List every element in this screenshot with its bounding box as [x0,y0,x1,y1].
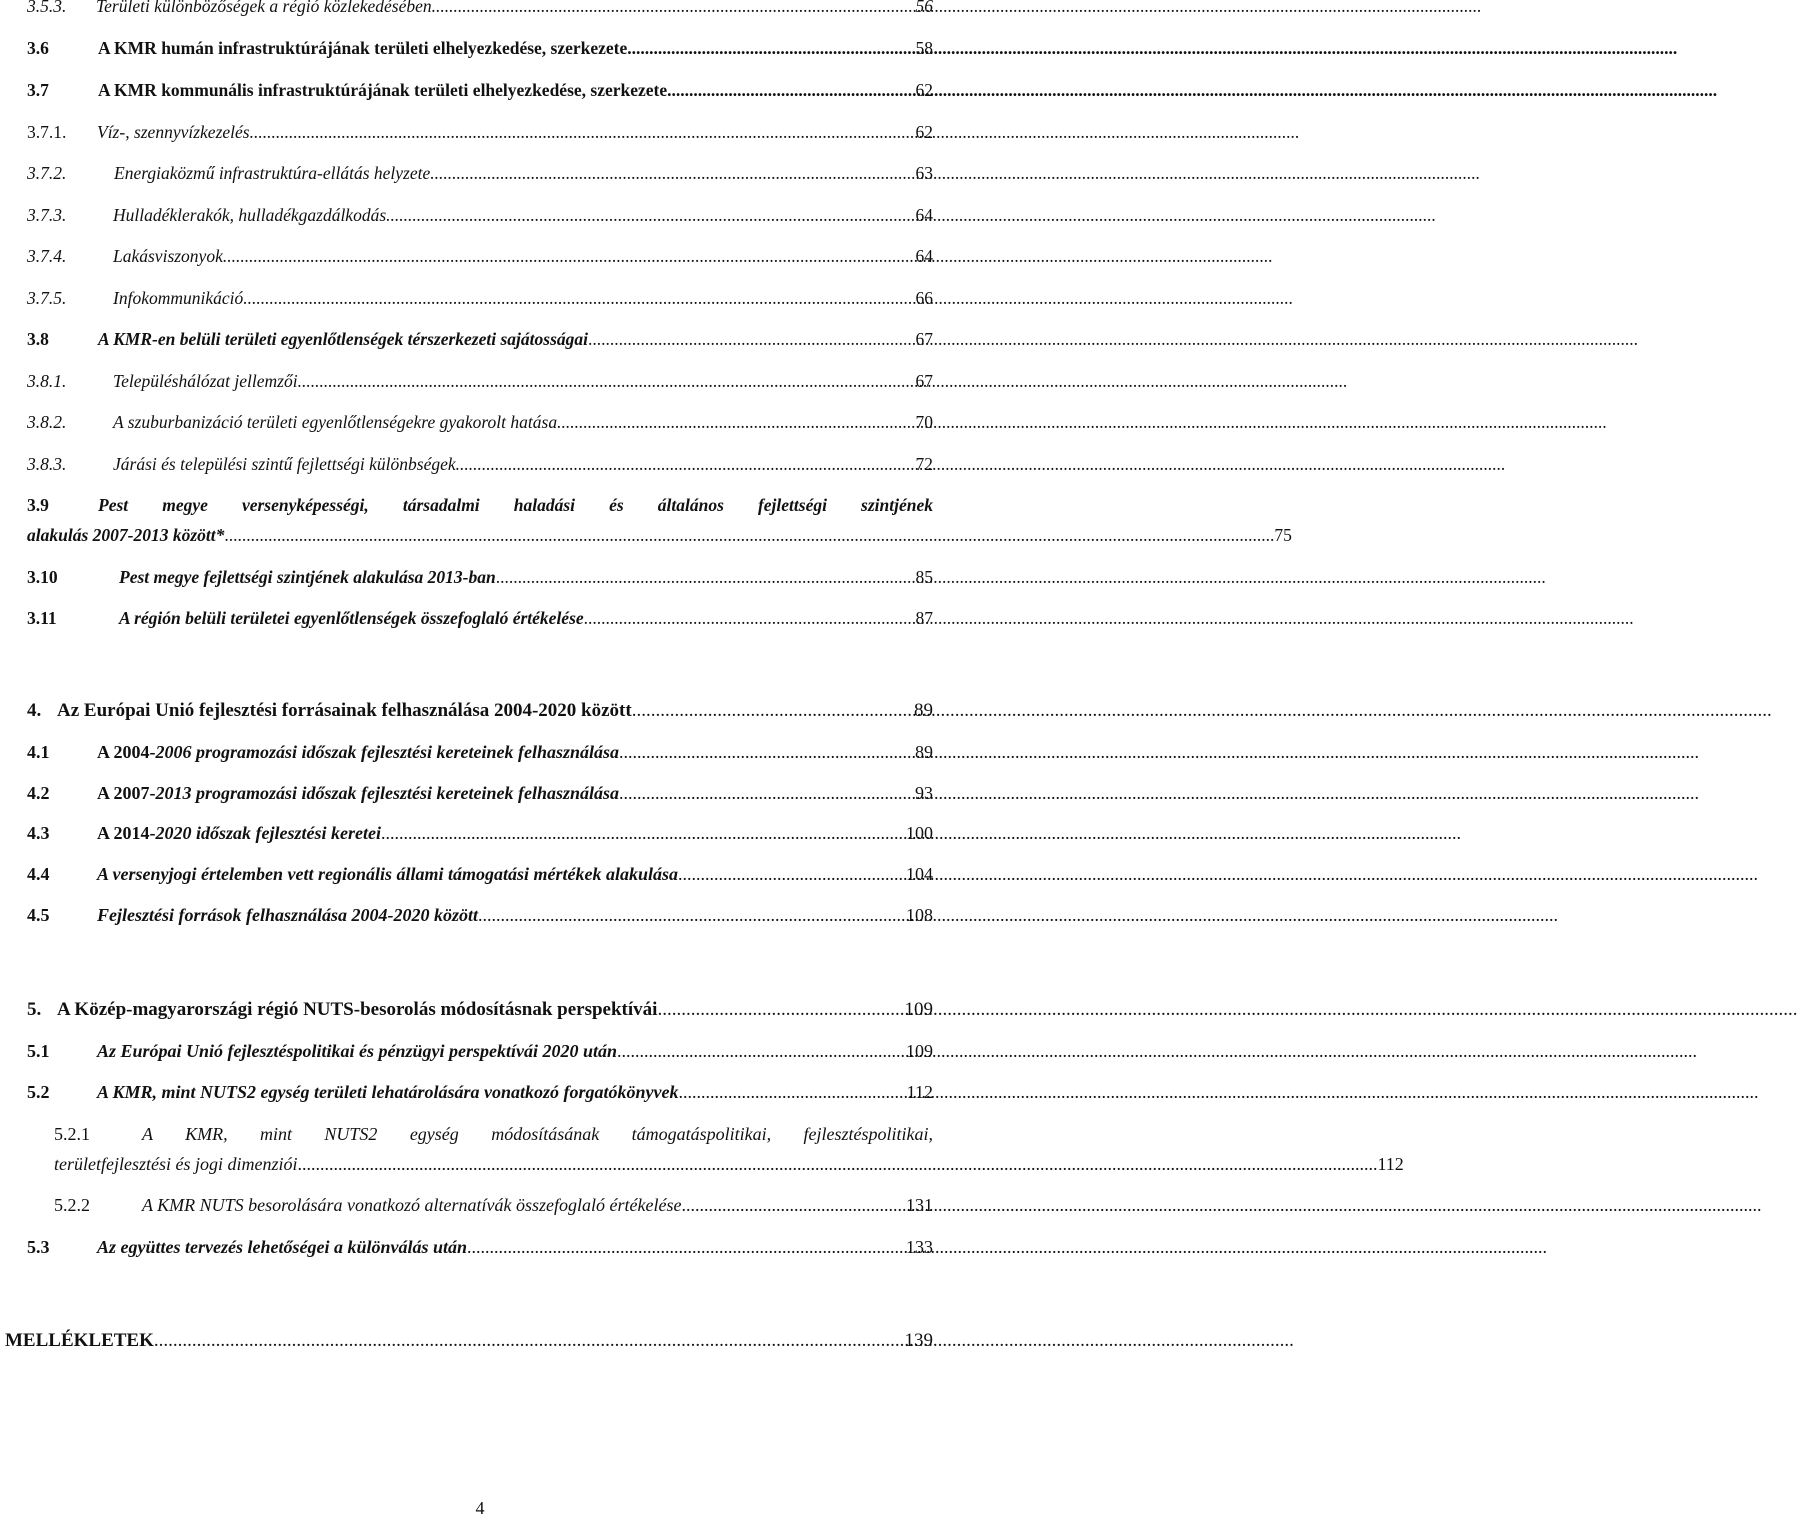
toc-leader-dots [430,162,914,184]
toc-leader-dots [679,1081,906,1103]
toc-entry-page: 139 [904,1330,933,1351]
toc-entry-number: 5.2 [27,1082,50,1102]
toc-entry-title-line-1 [54,1119,933,1149]
toc-entry-title-part-2: 2006 programozási időszak fejlesztési kereteinek felhasználása [155,742,620,762]
toc-entry-3-10[interactable] [27,566,933,588]
toc-entry-page: 133 [906,1237,933,1257]
toc-entry-number: 3.8.2. [27,412,67,432]
toc-entry-title: Pest megye fejlettségi szintjének alakulása 2013-ban [119,567,496,587]
toc-entry-number: 3.9 [27,495,49,515]
toc-entry-title: A versenyjogi értelemben vett regionális állami támogatási mértékek alakulása [97,864,678,884]
page-number: 4 [475,1498,485,1518]
toc-entry-title: Területi különbözőségek a régió közlekedésében [96,0,432,16]
toc-entry-title: A KMR-en belüli területi egyenlőtlenségek térszerkezeti sajátosságai [98,329,588,349]
toc-entry-page: 64 [915,246,933,266]
toc-entry-3-11[interactable] [27,607,933,629]
toc-entry-title-part-2: 2013 programozási időszak fejlesztési kereteinek felhasználása [155,783,620,803]
toc-entry-page: 109 [906,1041,933,1061]
toc-entry-title: Járási és települési szintű fejlettségi különbségek [113,454,456,474]
toc-entry-4-1[interactable] [27,741,933,763]
toc-leader-dots [681,1194,905,1216]
toc-leader-dots [619,741,914,763]
toc-leader-dots [678,863,905,885]
toc-entry-title: A KMR humán infrastruktúrájának területi elhelyezkedése, szerkezete [98,38,628,58]
toc-entry-number: 4.5 [27,905,50,925]
toc-entry-title: Víz-, szennyvízkezelés [97,122,250,142]
toc-entry-page: 62 [915,80,933,100]
toc-entry-title: Az együttes tervezés lehetőségei a különválás után [97,1237,467,1257]
toc-leader-dots [467,1236,905,1258]
toc-entry-3-6[interactable] [27,37,933,59]
toc-entry-title: A szuburbanizáció területi egyenlőtlenségekre gyakorolt hatása [113,412,558,432]
toc-entry-title: MELLÉKLETEK [5,1330,154,1351]
toc-entry-title: A KMR, mint NUTS2 egység területi lehatárolására vonatkozó forgatókönyvek [97,1082,679,1102]
toc-entry-number: 3.7.2. [27,163,67,183]
toc-entry-page: 72 [915,454,933,474]
toc-entry-number: 4. [27,700,42,721]
toc-entry-title: A Közép-magyarországi régió NUTS-besorolás módosításnak perspektívái [57,999,658,1020]
toc-entry-page: 64 [915,205,933,225]
toc-entry-3-7-3[interactable] [27,204,933,226]
toc-entry-page: 131 [906,1195,933,1215]
toc-entry-3-7-1[interactable] [27,121,933,143]
toc-leader-dots [478,904,905,926]
toc-entry-title-part-1: A 2007- [97,783,156,803]
toc-entry-page: 67 [915,371,933,391]
toc-entry-5-1[interactable] [27,1040,933,1062]
toc-entry-number: 4.2 [27,783,50,803]
toc-entry-page: 89 [915,742,933,762]
toc-entry-title-continued: alakulás 2007-2013 között* [27,525,225,545]
toc-entry-title [97,782,619,804]
toc-entry-page: 66 [915,288,933,308]
toc-leader-dots [298,370,915,392]
toc-entry-title: Energiaközmű infrastruktúra-ellátás helyzete [114,163,431,183]
toc-entry-number: 4.3 [27,823,50,843]
toc-leader-dots [154,1330,904,1352]
toc-entry-title: Településhálózat jellemzői [113,371,298,391]
toc-entry-title: Fejlesztési források felhasználása 2004-2020 között [97,905,479,925]
toc-entry-title-line-2 [27,520,1292,550]
toc-entry-page: 58 [915,38,933,58]
toc-entry-page: 56 [915,0,933,16]
toc-entry-title [97,741,619,763]
toc-entry-number: 3.7.4. [27,246,67,266]
toc-entry-title: Az Európai Unió fejlesztési forrásainak felhasználása 2004-2020 között [57,700,632,721]
toc-entry-4-5[interactable] [27,904,933,926]
toc-entry-title: A KMR, mint NUTS2 egység módosításának támogatáspolitikai, fejlesztéspolitikai, [142,1124,933,1144]
toc-entry-page: 70 [915,412,933,432]
toc-entry-5-2[interactable] [27,1081,933,1103]
toc-entry-number: 3.8 [27,329,49,349]
toc-entry-title [97,822,381,844]
toc-entry-3-8-1[interactable] [27,370,933,392]
toc-entry-3-7-5[interactable] [27,287,933,309]
toc-entry-page: 67 [915,329,933,349]
toc-entry-page: 104 [906,864,933,884]
toc-leader-dots [619,782,914,804]
toc-entry-title-continued: területfejlesztési és jogi dimenziói [54,1154,298,1174]
toc-entry-page: 108 [906,905,933,925]
toc-entry-number: 3.10 [27,567,58,587]
toc-entry-appendices[interactable] [5,1330,933,1352]
toc-leader-dots [632,700,913,722]
toc-entry-title-part-1: A 2004- [97,742,156,762]
toc-entry-5-2-1[interactable] [54,1119,1404,1179]
toc-entry-page: 85 [915,567,933,587]
toc-entry-3-7-2[interactable] [27,162,933,184]
toc-entry-4-4[interactable] [27,863,933,885]
toc-entry-number: 3.8.3. [27,454,67,474]
toc-leader-dots [588,328,915,350]
toc-entry-number: 3.7 [27,80,49,100]
toc-leader-dots [250,121,915,143]
toc-entry-page: 100 [906,823,933,843]
toc-entry-5-3[interactable] [27,1236,933,1258]
toc-entry-page: 112 [1377,1154,1404,1174]
toc-leader-dots [456,453,915,475]
toc-leader-dots [297,1149,1377,1179]
toc-entry-number: 5. [27,999,42,1020]
toc-leader-dots [224,520,1274,550]
toc-leader-dots [617,1040,905,1062]
toc-entry-number: 3.11 [27,608,57,628]
toc-leader-dots [557,411,914,433]
toc-entry-title-part-1: A 2014- [97,823,156,843]
toc-entry-number: 5.2.2 [54,1195,90,1215]
toc-entry-page: 63 [915,163,933,183]
toc-leader-dots [496,566,915,588]
toc-entry-number: 3.7.1. [27,122,67,142]
toc-leader-dots [243,287,914,309]
toc-entry-3-8[interactable] [27,328,933,350]
toc-entry-number: 5.1 [27,1041,50,1061]
toc-entry-4-3[interactable] [27,822,933,844]
toc-leader-dots [627,37,914,59]
toc-entry-page: 75 [1274,525,1292,545]
toc-entry-3-9[interactable] [27,490,1292,550]
toc-leader-dots [386,204,914,226]
toc-entry-3-8-3[interactable] [27,453,933,475]
toc-entry-page: 109 [904,999,933,1020]
toc-entry-3-8-2[interactable] [27,411,933,433]
toc-entry-title: Pest megye versenyképességi, társadalmi haladási és általános fejlettségi szintjének [98,495,933,515]
toc-entry-5[interactable] [27,999,933,1021]
toc-entry-title-part-2: 2020 időszak fejlesztési keretei [155,823,381,843]
toc-entry-number: 3.7.5. [27,288,67,308]
toc-entry-title: Infokommunikáció [113,288,244,308]
toc-entry-page: 112 [906,1082,933,1102]
toc-entry-title: Hulladéklerakók, hulladékgazdálkodás [113,205,387,225]
toc-leader-dots [223,245,915,267]
toc-entry-number: 3.6 [27,38,49,58]
toc-leader-dots [667,79,914,101]
toc-entry-number: 4.4 [27,864,50,884]
toc-leader-dots [657,999,903,1021]
toc-entry-3-7[interactable] [27,79,933,101]
toc-entry-title: Az Európai Unió fejlesztéspolitikai és pénzügyi perspektívái 2020 után [97,1041,618,1061]
toc-entry-3-5-3[interactable] [27,0,933,17]
toc-entry-title: A KMR NUTS besorolására vonatkozó alternatívák összefoglaló értékelése [142,1195,682,1215]
toc-entry-number: 3.5.3. [27,0,67,16]
toc-entry-page: 89 [914,700,933,721]
toc-entry-number: 5.2.1 [54,1124,90,1144]
toc-entry-4-2[interactable] [27,782,933,804]
toc-entry-number: 3.8.1. [27,371,67,391]
toc-entry-title: Lakásviszonyok [113,246,223,266]
toc-entry-5-2-2[interactable] [54,1194,933,1216]
toc-entry-3-7-4[interactable] [27,245,933,267]
toc-leader-dots [584,607,915,629]
toc-entry-page: 62 [915,122,933,142]
toc-entry-title: A régión belüli területei egyenlőtlenségek összefoglaló értékelése [119,608,584,628]
toc-entry-page: 87 [915,608,933,628]
toc-leader-dots [432,0,915,17]
toc-entry-number: 5.3 [27,1237,50,1257]
toc-entry-title: A KMR kommunális infrastruktúrájának területi elhelyezkedése, szerkezete [98,80,668,100]
toc-entry-number: 3.7.3. [27,205,67,225]
toc-entry-4[interactable] [27,700,933,722]
toc-leader-dots [381,822,905,844]
toc-entry-title-line-2 [54,1149,1404,1179]
toc-entry-page: 93 [915,783,933,803]
toc-entry-number: 4.1 [27,742,50,762]
toc-entry-title-line-1 [27,490,933,520]
